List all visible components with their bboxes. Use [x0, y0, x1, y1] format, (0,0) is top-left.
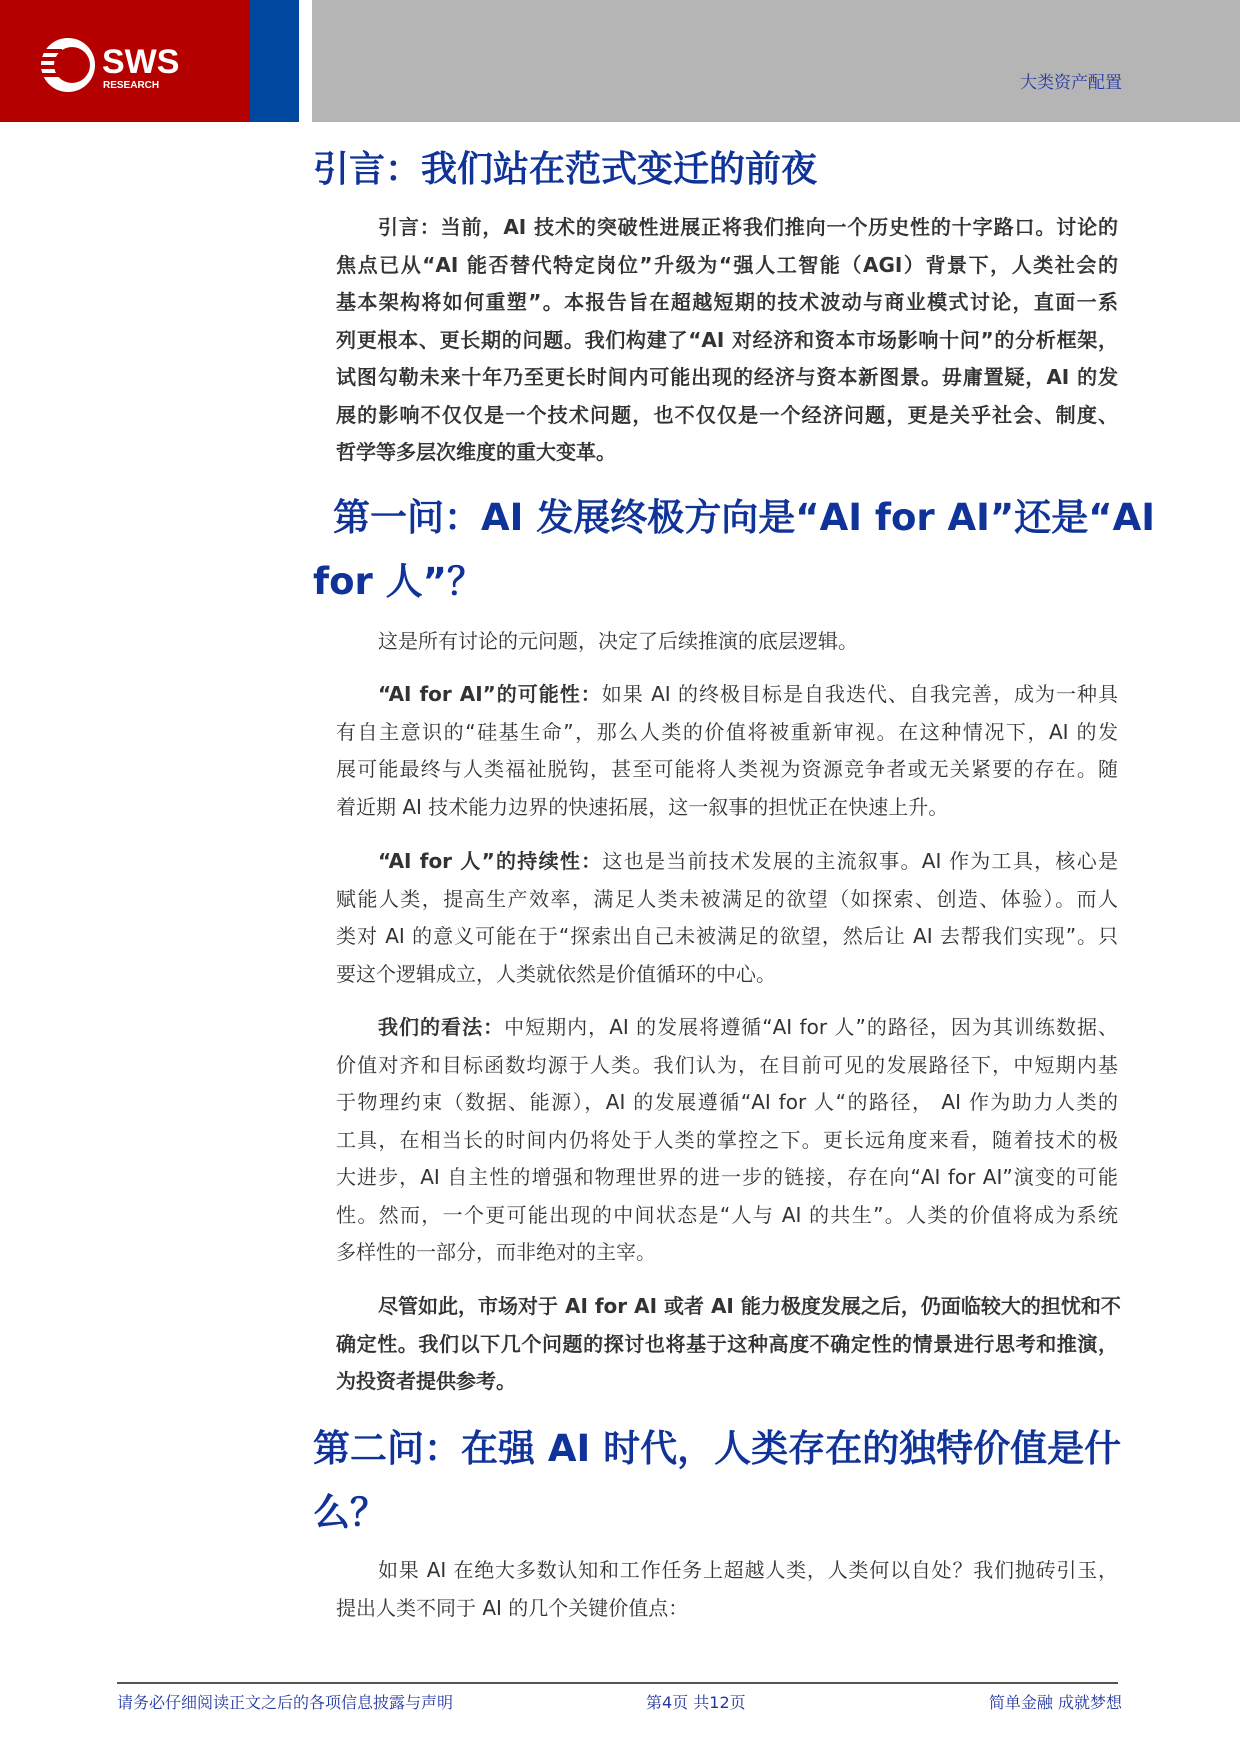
heading-line: 么？ [313, 1491, 387, 1534]
sws-logo [40, 35, 190, 99]
text-line: 赋能人类，提高生产效率，满足人类未被满足的欲望（如探索、创造、体验）。而人 [336, 886, 1118, 911]
text-line: 提出人类不同于 AI 的几个关键价值点： [336, 1595, 689, 1620]
paragraph-lead: “AI for AI”的可能性： [378, 682, 602, 706]
text-line: 价值对齐和目标函数均源于人类。我们认为，在目前可见的发展路径下，中短期内基 [336, 1052, 1118, 1077]
text-line: 焦点已从“AI 能否替代特定岗位”升级为“强人工智能（AGI）背景下，人类社会的 [336, 252, 1118, 277]
footer-disclaimer-link[interactable]: 请务必仔细阅读正文之后的各项信息披露与声明 [117, 1693, 454, 1712]
intro-paragraph [336, 209, 1118, 472]
heading-line: for 人”？ [313, 560, 484, 603]
text-line: 这是所有讨论的元问题，决定了后续推演的底层逻辑。 [378, 629, 858, 653]
text-line: 展可能最终与人类福祉脱钩，甚至可能将人类视为资源竞争者或无关紧要的存在。随 [336, 757, 1118, 781]
header-bar [312, 0, 1240, 122]
heading-line: 第一问：AI 发展终极方向是“AI for AI”还是“AI [333, 496, 1155, 539]
q2-heading [313, 1417, 1121, 1545]
text-line: 有自主意识的“硅基生命”，那么人类的价值将被重新审视。在这种情况下，AI 的发 [336, 719, 1118, 744]
page-number: 第4页 共12页 [646, 1693, 746, 1712]
q1-heading [313, 486, 1155, 614]
text-line: 着近期 AI 技术能力边界的快速拓展，这一叙事的担忧正在快速上升。 [336, 794, 949, 819]
paragraph-lead: “AI for 人”的持续性： [378, 849, 603, 873]
text-line: 大进步，AI 自主性的增强和物理世界的进一步的链接，存在向“AI for AI”演变的可能 [336, 1165, 1118, 1189]
svg-text:SWS: SWS [102, 43, 180, 81]
text-line: 工具，在相当长的时间内仍将处于人类的掌控之下。更长远角度来看，随着技术的极 [336, 1127, 1118, 1152]
text-line: 哲学等多层次维度的重大变革。 [336, 440, 616, 464]
q1-meta [336, 623, 1118, 661]
text-line: 中短期内，AI 的发展将遵循“AI for 人”的路径，因为其训练数据、 [504, 1015, 1118, 1039]
text-line: 确定性。我们以下几个问题的探讨也将基于这种高度不确定性的情景进行思考和推演， [336, 1331, 1118, 1356]
text-line: 这也是当前技术发展的主流叙事。AI 作为工具，核心是 [602, 849, 1118, 873]
svg-text:RESEARCH: RESEARCH [103, 80, 160, 91]
text-line: 如果 AI 在绝大多数认知和工作任务上超越人类，人类何以自处？我们抛砖引玉， [378, 1558, 1118, 1582]
intro-heading: 引言：我们站在范式变迁的前夜 [313, 149, 818, 190]
q1-paragraph-conclusion [336, 1288, 1121, 1401]
text-line: 为投资者提供参考。 [336, 1369, 516, 1393]
q1-paragraph-ai-for-ai [336, 676, 1118, 826]
text-line: 尽管如此，市场对于 AI for AI 或者 AI 能力极度发展之后，仍面临较大的担忧和不 [378, 1294, 1121, 1318]
report-category: 大类资产配置 [1020, 73, 1122, 93]
text-line: 如果 AI 的终极目标是自我迭代、自我完善，成为一种具 [601, 682, 1119, 706]
q1-paragraph-our-view [336, 1009, 1118, 1272]
text-line: 基本架构将如何重塑”。本报告旨在超越短期的技术波动与商业模式讨论，直面一系 [336, 290, 1118, 314]
text-line: 列更根本、更长期的问题。我们构建了“AI 对经济和资本市场影响十问”的分析框架， [336, 327, 1118, 352]
text-line: 性。然而，一个更可能出现的中间状态是“人与 AI 的共生”。人类的价值将成为系统 [336, 1202, 1118, 1227]
footer-divider [117, 1682, 1118, 1684]
text-line: 展的影响不仅仅是一个技术问题，也不仅仅是一个经济问题，更是关乎社会、制度、 [336, 402, 1118, 427]
header-accent-bar [250, 0, 299, 122]
footer-slogan: 简单金融 成就梦想 [988, 1693, 1122, 1712]
q2-paragraph [336, 1552, 1118, 1627]
text-line: 试图勾勒未来十年乃至更长时间内可能出现的经济与资本新图景。毋庸置疑，AI 的发 [336, 365, 1118, 389]
text-line: 引言：当前，AI 技术的突破性进展正将我们推向一个历史性的十字路口。讨论的 [378, 215, 1118, 239]
q1-paragraph-ai-for-human [336, 843, 1118, 993]
paragraph-lead: 我们的看法： [378, 1015, 505, 1039]
text-line: 于物理约束（数据、能源），AI 的发展遵循“AI for 人“的路径， AI 作为助力人类的 [336, 1090, 1118, 1114]
text-line: 要这个逻辑成立，人类就依然是价值循环的中心。 [336, 961, 776, 986]
heading-line: 第二问：在强 AI 时代，人类存在的独特价值是什 [313, 1427, 1122, 1470]
text-line: 类对 AI 的意义可能在于“探索出自己未被满足的欲望，然后让 AI 去帮我们实现”。只 [336, 924, 1118, 948]
text-line: 多样性的一部分，而非绝对的主宰。 [336, 1240, 656, 1264]
